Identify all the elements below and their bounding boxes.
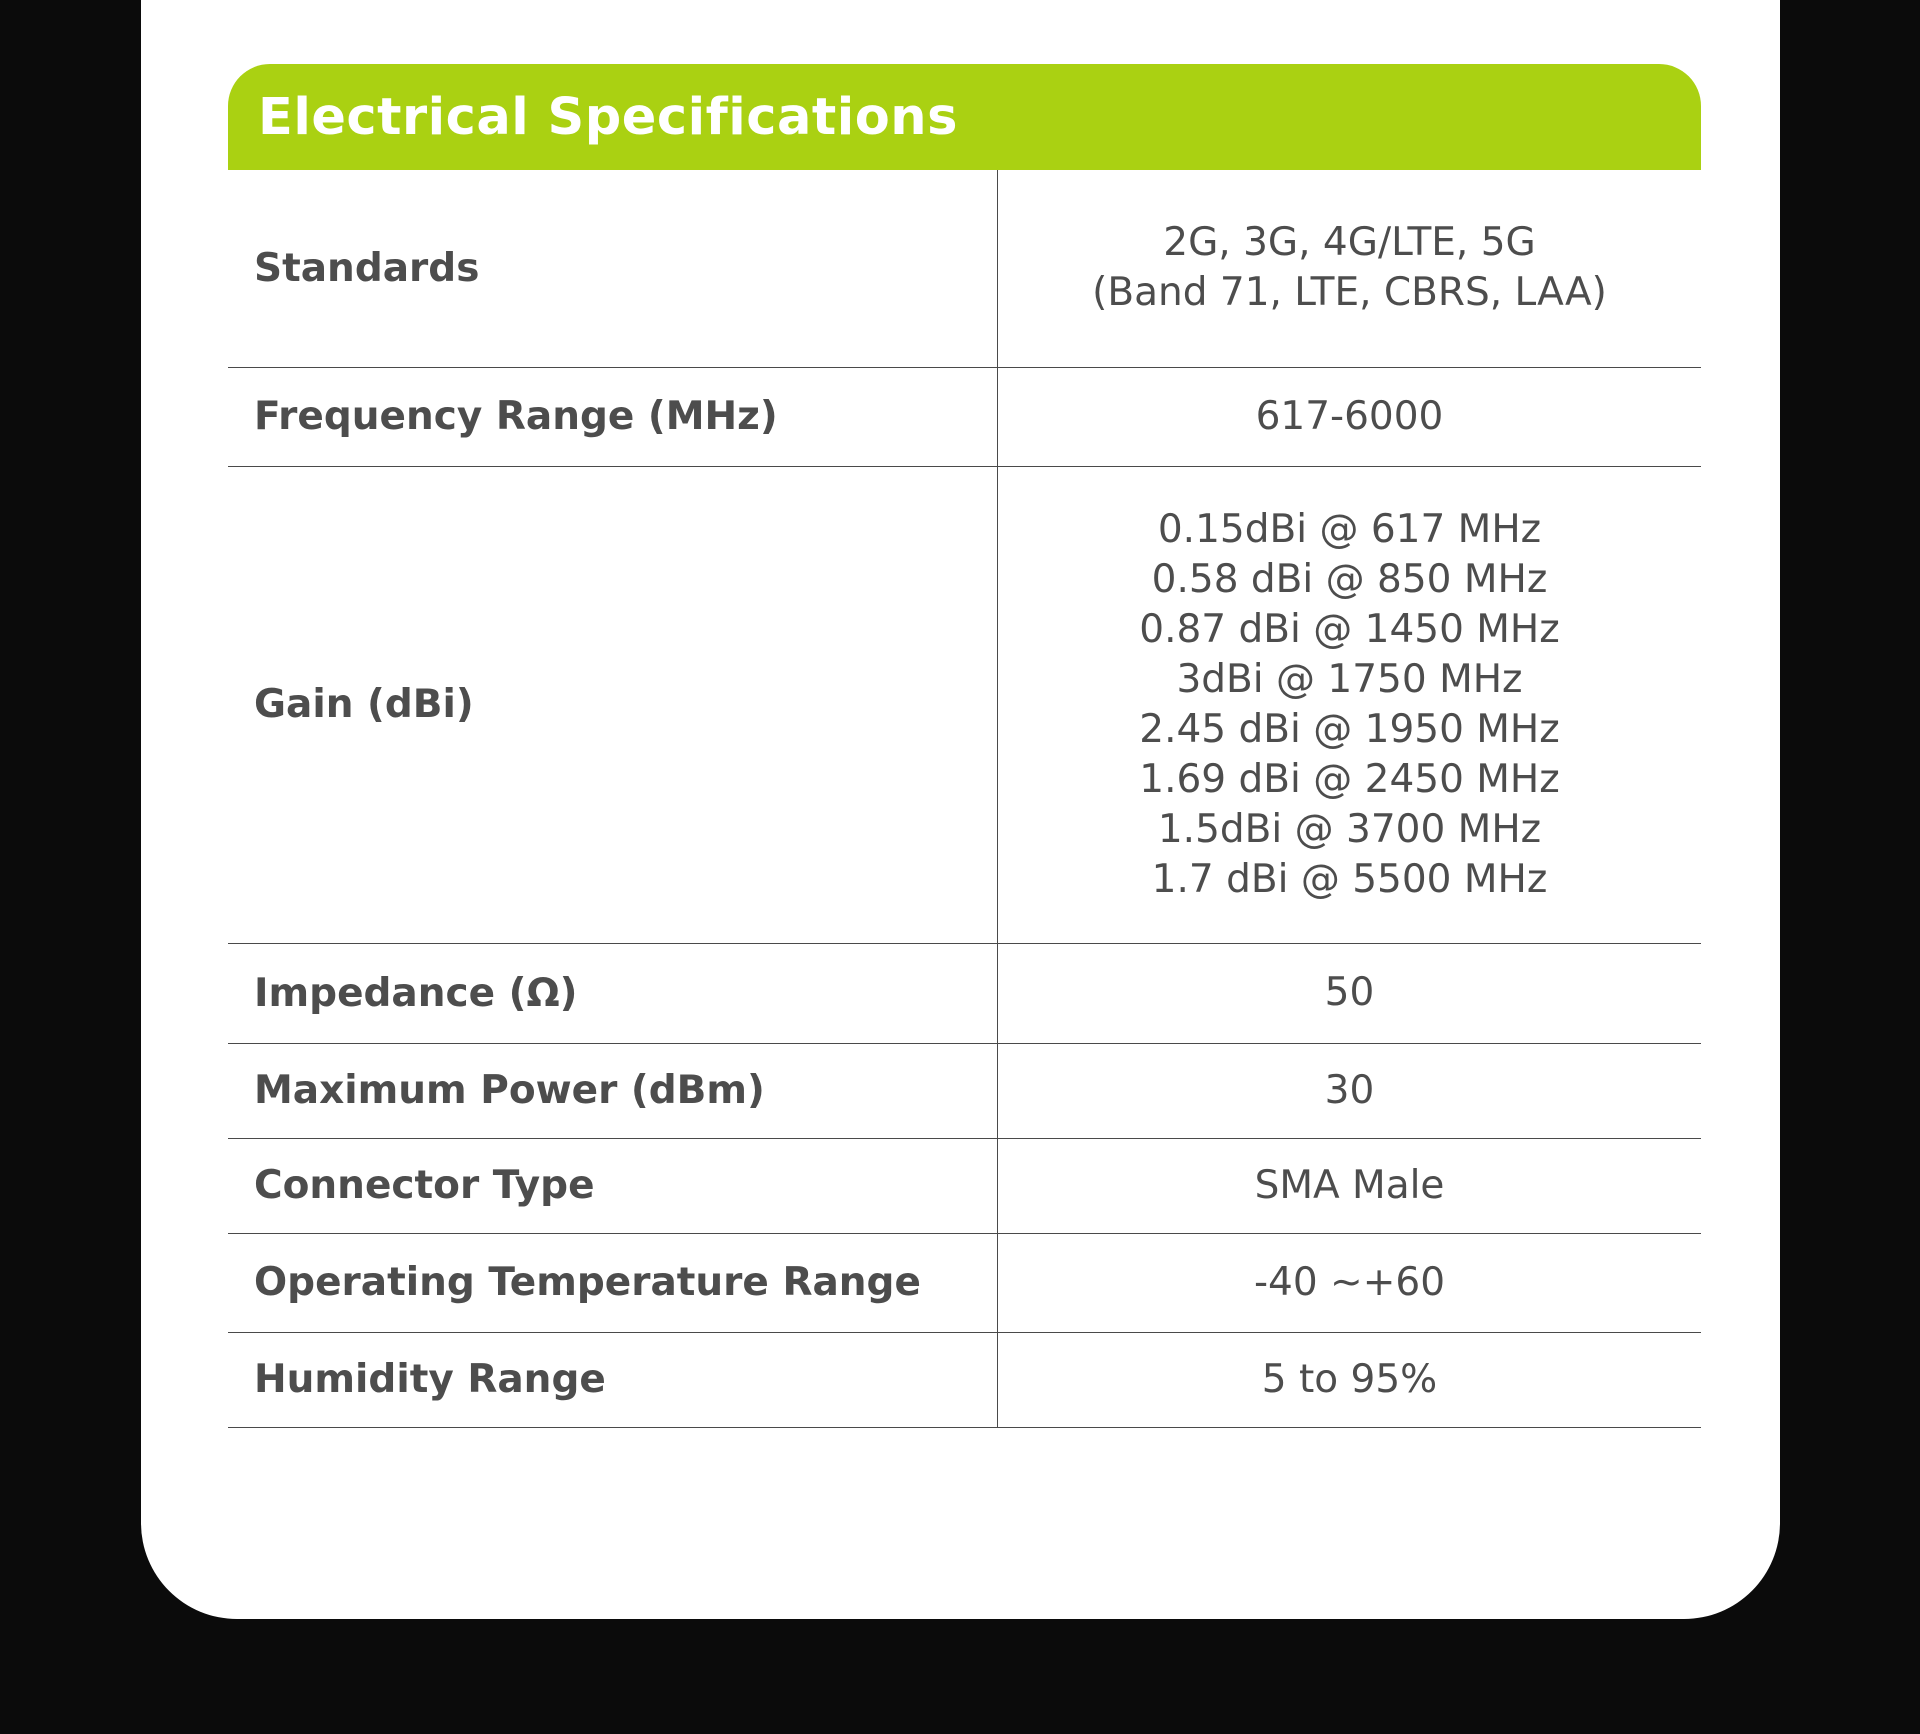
table-row — [228, 1332, 1701, 1427]
row-value — [998, 943, 1702, 1043]
table-row — [228, 170, 1701, 367]
value-line: -40 ~+60 — [1253, 1259, 1446, 1305]
row-label: Frequency Range (MHz) — [228, 367, 998, 466]
value-line: 2.45 dBi @ 1950 MHz — [1139, 706, 1560, 752]
row-label: Connector Type — [228, 1138, 998, 1233]
table-row — [228, 466, 1701, 943]
row-label: Operating Temperature Range — [228, 1233, 998, 1332]
value-line: 5 to 95% — [1261, 1356, 1438, 1402]
value-line: 1.7 dBi @ 5500 MHz — [1151, 856, 1548, 902]
table-row — [228, 367, 1701, 466]
value-line: 0.87 dBi @ 1450 MHz — [1139, 606, 1560, 652]
value-line: 1.69 dBi @ 2450 MHz — [1139, 756, 1560, 802]
value-line: 2G, 3G, 4G/LTE, 5G — [1163, 220, 1536, 266]
table-row — [228, 1043, 1701, 1138]
value-line: SMA Male — [1254, 1162, 1445, 1208]
row-label: Humidity Range — [228, 1332, 998, 1427]
value-line: (Band 71, LTE, CBRS, LAA) — [1092, 270, 1607, 316]
value-line: 30 — [1324, 1067, 1375, 1113]
value-line: 50 — [1324, 970, 1375, 1015]
value-line: 617-6000 — [1255, 393, 1444, 439]
row-value — [998, 170, 1702, 367]
row-label: Standards — [228, 170, 998, 367]
row-value — [998, 1043, 1702, 1138]
row-value — [998, 367, 1702, 466]
table-row — [228, 943, 1701, 1043]
row-value — [998, 1332, 1702, 1427]
row-value — [998, 466, 1702, 943]
spec-title: Electrical Specifications — [258, 87, 958, 147]
value-line: 3dBi @ 1750 MHz — [1176, 656, 1523, 702]
spec-header — [228, 64, 1701, 170]
value-line: 1.5dBi @ 3700 MHz — [1157, 806, 1542, 852]
table-row — [228, 1233, 1701, 1332]
spec-table — [228, 170, 1701, 1428]
value-line: 0.58 dBi @ 850 MHz — [1151, 556, 1548, 602]
table-row — [228, 1138, 1701, 1233]
row-value — [998, 1233, 1702, 1332]
value-line: 0.15dBi @ 617 MHz — [1157, 506, 1542, 552]
row-label: Gain (dBi) — [228, 466, 998, 943]
row-label: Impedance (Ω) — [228, 943, 998, 1043]
row-label: Maximum Power (dBm) — [228, 1043, 998, 1138]
row-value — [998, 1138, 1702, 1233]
